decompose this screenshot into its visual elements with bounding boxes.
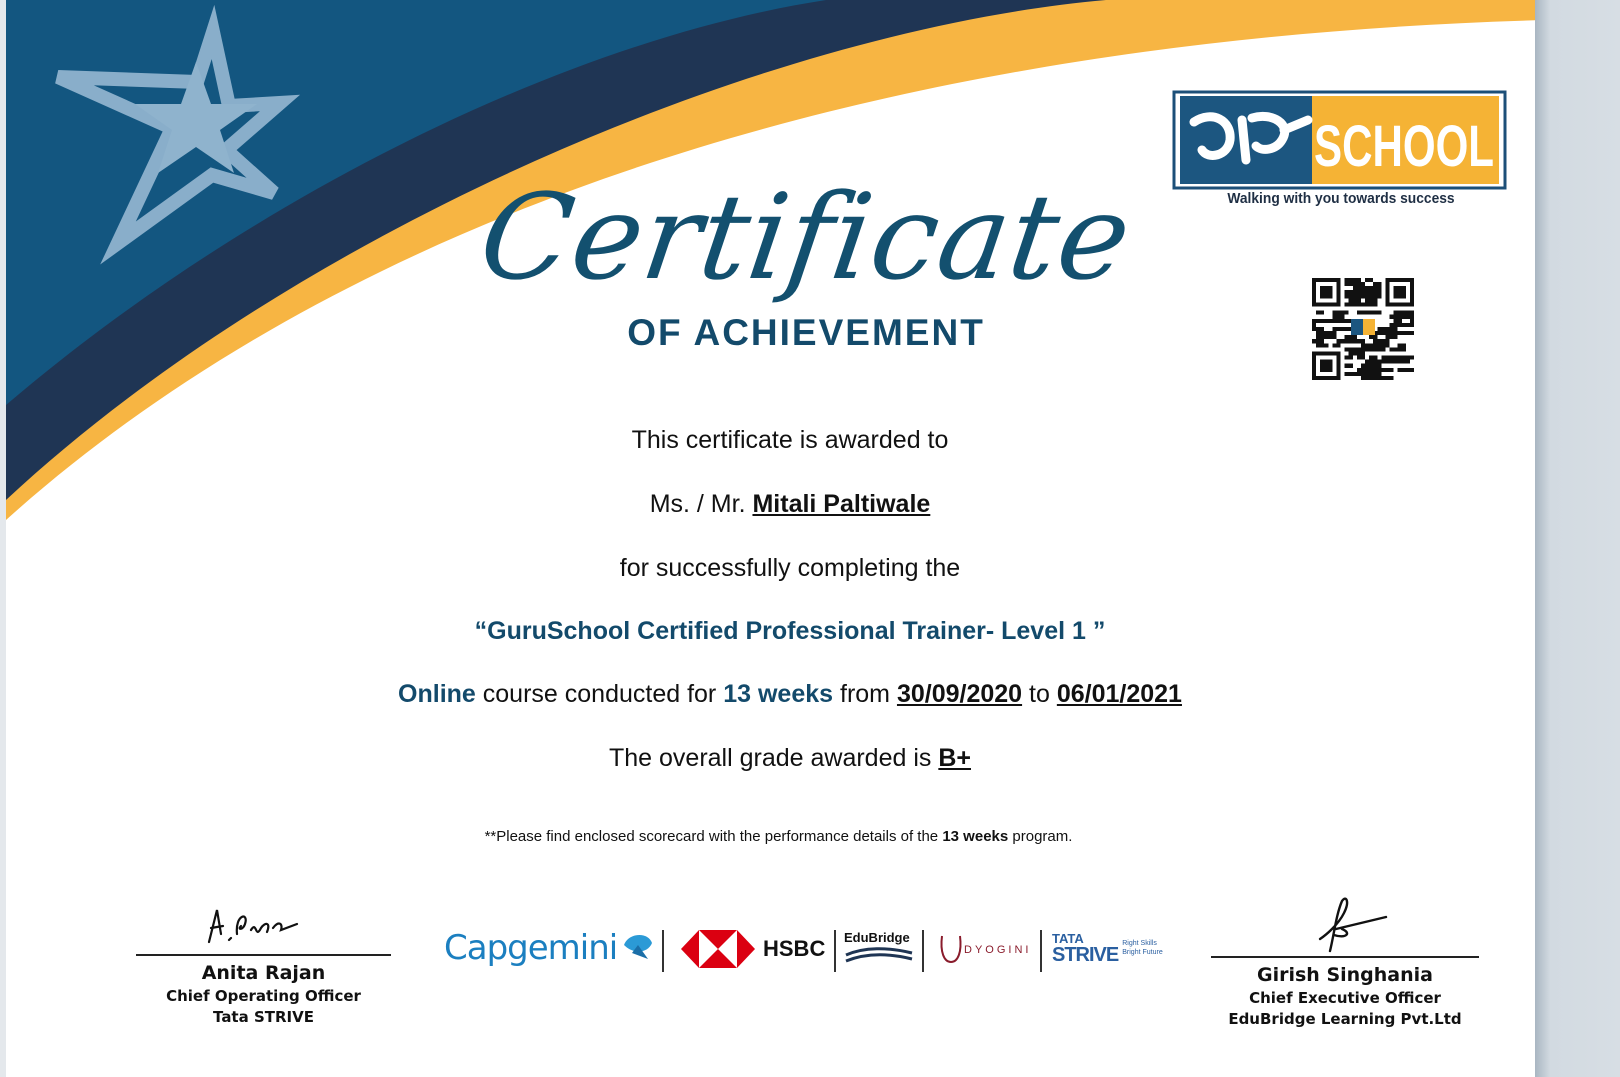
- capgemini-spade-icon: [622, 931, 654, 961]
- end-date: 06/01/2021: [1056, 680, 1182, 708]
- grade-line: [6, 744, 1574, 773]
- logo-divider: [662, 930, 664, 972]
- grade-value: B+: [938, 744, 971, 772]
- udyogini-logo: DYOGINI: [938, 934, 1031, 966]
- logo-divider: [834, 930, 836, 972]
- completing-line: for successfully completing the: [619, 554, 961, 582]
- signatory-name: Girish Singhania: [1257, 964, 1433, 986]
- logo-school-text: SCHOOL: [1314, 114, 1494, 179]
- signature-line: [1211, 956, 1479, 958]
- course-title: “GuruSchool Certified Professional Trainer- Level 1 ”: [474, 617, 1106, 645]
- hsbc-logo: HSBC: [681, 930, 825, 968]
- scorecard-note: **Please find enclosed scorecard with the performance details of the 13 weeks program.: [484, 828, 1073, 845]
- signatory-left: [136, 954, 391, 1026]
- udyogini-u-icon: [938, 934, 964, 966]
- logo-tagline: Walking with you towards success: [1227, 190, 1455, 207]
- viewer-background-edge: [1535, 0, 1620, 1077]
- to-text: to: [1029, 680, 1050, 708]
- edubridge-logo: EduBridge: [844, 930, 924, 970]
- course-mode: Online: [398, 680, 476, 708]
- certificate-title: Certificate: [472, 168, 1140, 306]
- signature-anita-rajan: [201, 900, 311, 950]
- recipient-line: [6, 490, 1574, 519]
- grade-text: The overall grade awarded is: [608, 744, 932, 772]
- start-date: 30/09/2020: [896, 680, 1023, 708]
- signatory-org: EduBridge Learning Pvt.Ltd: [1228, 1010, 1462, 1028]
- logo-divider: [922, 930, 924, 972]
- awarded-to-line: This certificate is awarded to: [631, 426, 949, 454]
- hsbc-hexagon-icon: [681, 930, 755, 968]
- certificate-subtitle: OF ACHIEVEMENT: [627, 312, 985, 353]
- edubridge-wave-icon: [844, 945, 914, 965]
- logo-divider: [1040, 930, 1042, 972]
- salutation: Ms. / Mr.: [649, 490, 746, 518]
- course-duration: 13 weeks: [723, 680, 834, 708]
- signatory-name: Anita Rajan: [201, 962, 326, 984]
- signature-line: [136, 954, 391, 956]
- course-details-line: [6, 680, 1574, 709]
- capgemini-logo: Capgemini: [444, 928, 654, 968]
- signatory-title: Chief Operating Officer: [166, 987, 361, 1005]
- signatory-right: [1211, 956, 1479, 1028]
- conducted-text: course conducted for: [482, 680, 717, 708]
- tata-strive-logo: TATA STRIVE Right Skills Bright Future: [1052, 931, 1163, 966]
- signatory-org: Tata STRIVE: [213, 1008, 314, 1026]
- signatory-title: Chief Executive Officer: [1249, 989, 1441, 1007]
- recipient-name: Mitali Paltiwale: [752, 490, 931, 518]
- from-text: from: [840, 680, 890, 708]
- signature-girish-singhania: [1306, 895, 1391, 955]
